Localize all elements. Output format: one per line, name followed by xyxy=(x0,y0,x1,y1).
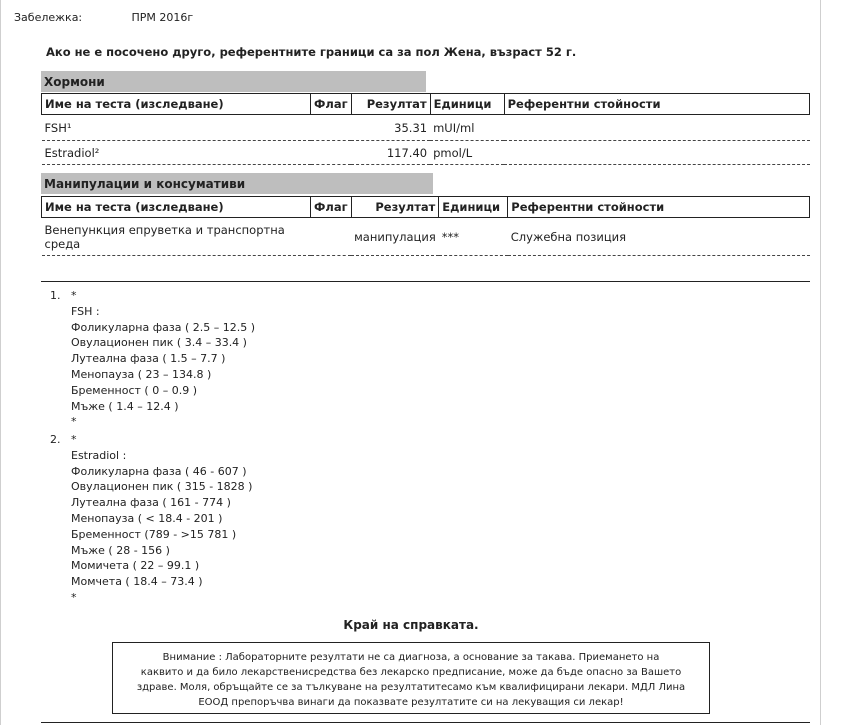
cell-units: *** xyxy=(439,218,508,256)
note-row xyxy=(14,11,193,24)
footnote-line: Бременност (789 - >15 781 ) xyxy=(71,527,237,541)
footnote-line: Бременност ( 0 – 0.9 ) xyxy=(71,383,197,397)
cell-ref: Служебна позиция xyxy=(508,218,810,256)
footnote-line: Фоликуларна фаза ( 2.5 – 12.5 ) xyxy=(71,320,256,334)
cell-result: 35.31 xyxy=(351,115,430,141)
col-header-result: Резултат xyxy=(351,197,439,218)
footnote-line: * xyxy=(71,415,77,429)
bottom-separator-line xyxy=(41,722,810,723)
cell-flag xyxy=(311,218,352,256)
footnote-line: Момичета ( 22 – 99.1 ) xyxy=(71,559,200,573)
separator-line xyxy=(41,281,810,282)
footnote-2 xyxy=(50,432,252,606)
footnote-line: Фоликуларна фаза ( 46 - 607 ) xyxy=(71,464,247,478)
section-title-hormones: Хормони xyxy=(41,71,426,92)
page-right-border xyxy=(820,0,821,725)
cell-units: pmol/L xyxy=(430,141,504,165)
footnote-line: Лутеална фаза ( 161 - 774 ) xyxy=(71,496,231,510)
col-header-test: Име на теста (изследване) xyxy=(42,197,311,218)
table-row xyxy=(42,218,810,256)
cell-result: манипулация xyxy=(351,218,439,256)
cell-units: mUI/ml xyxy=(430,115,504,141)
warning-line: каквито и да било лекарственисредства без лекарско предписание, може да бъде опасно за Вашето xyxy=(140,667,682,678)
warning-line: ЕООД препоръчва винаги да показвате резултатите си на лекуващия си лекар! xyxy=(198,697,624,708)
cell-ref xyxy=(504,141,809,165)
footnote-line: Овулационен пик ( 3.4 – 33.4 ) xyxy=(71,336,247,350)
col-header-ref: Референтни стойности xyxy=(508,197,810,218)
footnote-line: Момчета ( 18.4 – 73.4 ) xyxy=(71,575,203,589)
col-header-units: Единици xyxy=(430,94,504,115)
col-header-flag: Флаг xyxy=(311,197,352,218)
cell-test: Венепункция епруветка и транспортна среда xyxy=(42,218,311,256)
footnote-line: * xyxy=(71,590,77,604)
footnote-line: Мъже ( 28 - 156 ) xyxy=(71,543,170,557)
page-left-border xyxy=(0,0,1,725)
cell-result: 117.40 xyxy=(351,141,430,165)
note-value: ПРМ 2016г xyxy=(131,11,194,24)
col-header-flag: Флаг xyxy=(311,94,352,115)
note-label: Забележка: xyxy=(14,11,83,24)
footnote-line: Менопауза ( < 18.4 - 201 ) xyxy=(71,511,223,525)
end-of-report-text: Край на справката. xyxy=(343,618,479,632)
warning-line: Внимание : Лабораторните резултати не са диагноза, а основание за такава. Приемането на xyxy=(162,652,660,663)
results-table-manipulations xyxy=(41,196,810,256)
footnote-line: Овулационен пик ( 315 - 1828 ) xyxy=(71,480,253,494)
cell-test: Estradiol² xyxy=(42,141,311,165)
footnote-1 xyxy=(50,288,255,430)
col-header-result: Резултат xyxy=(351,94,430,115)
footnote-line: Estradiol : xyxy=(71,448,127,462)
results-table-hormones xyxy=(41,93,810,165)
footnote-number: 2. xyxy=(50,433,61,446)
table-row xyxy=(42,115,810,141)
footnote-line: Менопауза ( 23 – 134.8 ) xyxy=(71,367,212,381)
footnote-line: * xyxy=(71,433,77,446)
col-header-ref: Референтни стойности xyxy=(504,94,809,115)
warning-box xyxy=(112,642,710,714)
table-header-row xyxy=(42,197,810,218)
cell-flag xyxy=(311,115,352,141)
footnote-line: Лутеална фаза ( 1.5 – 7.7 ) xyxy=(71,352,226,366)
col-header-units: Единици xyxy=(439,197,508,218)
cell-test: FSH¹ xyxy=(42,115,311,141)
footnote-line: Мъже ( 1.4 – 12.4 ) xyxy=(71,399,179,413)
table-header-row xyxy=(42,94,810,115)
table-row xyxy=(42,141,810,165)
reference-text: Ако не е посочено друго, референтните граници са за пол Жена, възраст 52 г. xyxy=(46,45,577,59)
footnote-line: * xyxy=(71,289,77,302)
section-title-manipulations: Манипулации и консумативи xyxy=(41,173,433,194)
col-header-test: Име на теста (изследване) xyxy=(42,94,311,115)
cell-flag xyxy=(311,141,352,165)
warning-line: здраве. Моля, обръщайте се за тълкуване на резултатитесамо към квалифицирани лекари. МДЛ Лина xyxy=(136,682,686,693)
cell-ref xyxy=(504,115,809,141)
footnote-number: 1. xyxy=(50,289,61,302)
footnote-line: FSH : xyxy=(71,304,100,318)
